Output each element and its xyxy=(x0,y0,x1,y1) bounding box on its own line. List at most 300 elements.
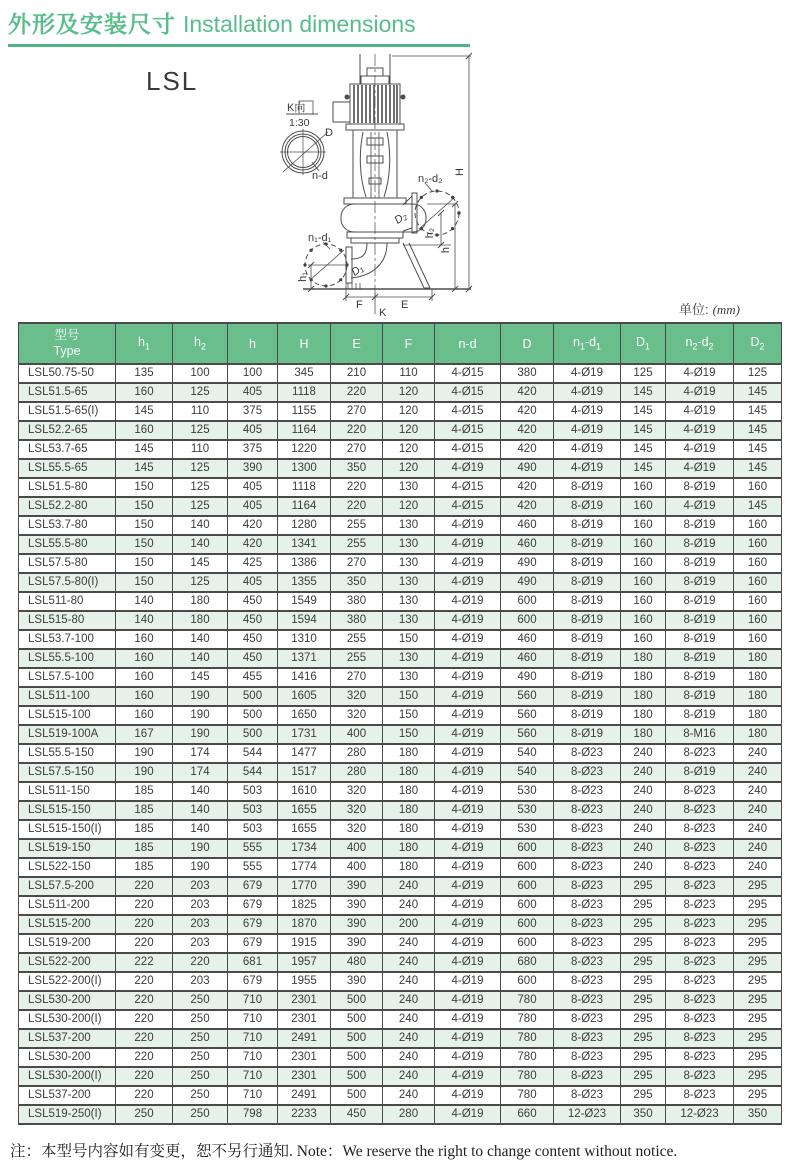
value-cell: 240 xyxy=(621,744,666,763)
value-cell: 490 xyxy=(501,459,554,478)
table-row xyxy=(19,478,782,497)
value-cell: 8-Ø19 xyxy=(554,478,621,497)
value-cell: 180 xyxy=(383,763,435,782)
value-cell: 4-Ø15 xyxy=(435,478,501,497)
value-cell: 255 xyxy=(331,516,383,535)
value-cell: 500 xyxy=(331,1029,383,1048)
value-cell: 4-Ø19 xyxy=(554,383,621,402)
value-cell: 780 xyxy=(501,1086,554,1105)
table-row xyxy=(19,839,782,858)
type-cell: LSL530-200 xyxy=(19,1048,116,1067)
value-cell: 140 xyxy=(173,649,228,668)
value-cell: 4-Ø19 xyxy=(435,782,501,801)
value-cell: 295 xyxy=(734,972,782,991)
value-cell: 160 xyxy=(734,516,782,535)
table-row xyxy=(19,1029,782,1048)
value-cell: 140 xyxy=(173,782,228,801)
value-cell: 125 xyxy=(173,573,228,592)
pump-volute xyxy=(341,204,426,232)
value-cell: 295 xyxy=(621,1029,666,1048)
type-cell: LSL55.5-65 xyxy=(19,459,116,478)
value-cell: 150 xyxy=(116,535,173,554)
value-cell: 1605 xyxy=(278,687,331,706)
value-cell: 350 xyxy=(331,573,383,592)
value-cell: 174 xyxy=(173,744,228,763)
value-cell: 250 xyxy=(173,1029,228,1048)
value-cell: 240 xyxy=(383,953,435,972)
table-row xyxy=(19,421,782,440)
value-cell: 180 xyxy=(383,820,435,839)
series-label: LSL xyxy=(146,66,199,96)
table-row xyxy=(19,554,782,573)
value-cell: 180 xyxy=(734,706,782,725)
value-cell: 4-Ø15 xyxy=(435,497,501,516)
value-cell: 250 xyxy=(173,1048,228,1067)
value-cell: 160 xyxy=(116,687,173,706)
value-cell: 420 xyxy=(228,535,278,554)
type-cell: LSL53.7-100 xyxy=(19,630,116,649)
table-row xyxy=(19,934,782,953)
type-cell: LSL52.2-65 xyxy=(19,421,116,440)
value-cell: 500 xyxy=(228,706,278,725)
label-n1-d1: n₁-d₁ xyxy=(308,232,332,244)
dim-label-h1: h₁ xyxy=(297,272,309,282)
table-row xyxy=(19,896,782,915)
value-cell: 110 xyxy=(383,364,435,383)
value-cell: 240 xyxy=(734,801,782,820)
value-cell: 190 xyxy=(173,706,228,725)
value-cell: 280 xyxy=(383,1105,435,1124)
value-cell: 240 xyxy=(621,763,666,782)
value-cell: 400 xyxy=(331,858,383,877)
value-cell: 180 xyxy=(734,668,782,687)
value-cell: 295 xyxy=(734,1029,782,1048)
value-cell: 1355 xyxy=(278,573,331,592)
value-cell: 4-Ø19 xyxy=(435,725,501,744)
value-cell: 4-Ø19 xyxy=(435,896,501,915)
value-cell: 240 xyxy=(383,1010,435,1029)
value-cell: 560 xyxy=(501,725,554,744)
value-cell: 420 xyxy=(501,497,554,516)
value-cell: 710 xyxy=(228,1086,278,1105)
footnote: 注：本型号内容如有变更，恕不另行通知. Note：We reserve the right to change content without notice. xyxy=(10,1143,678,1160)
value-cell: 240 xyxy=(621,782,666,801)
value-cell: 190 xyxy=(116,744,173,763)
value-cell: 280 xyxy=(331,763,383,782)
type-cell: LSL519-200 xyxy=(19,934,116,953)
value-cell: 1477 xyxy=(278,744,331,763)
value-cell: 145 xyxy=(734,459,782,478)
table-row xyxy=(19,801,782,820)
view-scale-label: 1:30 xyxy=(289,117,310,129)
value-cell: 710 xyxy=(228,1067,278,1086)
value-cell: 8-Ø19 xyxy=(554,516,621,535)
value-cell: 1955 xyxy=(278,972,331,991)
page-title xyxy=(8,6,470,47)
value-cell: 160 xyxy=(734,592,782,611)
value-cell: 4-Ø19 xyxy=(554,459,621,478)
table-row xyxy=(19,763,782,782)
value-cell: 390 xyxy=(331,896,383,915)
value-cell: 270 xyxy=(331,668,383,687)
value-cell: 1770 xyxy=(278,877,331,896)
value-cell: 150 xyxy=(383,725,435,744)
value-cell: 160 xyxy=(116,630,173,649)
label-n2-d2: n₂-d₂ xyxy=(418,173,443,185)
value-cell: 500 xyxy=(331,1010,383,1029)
value-cell: 240 xyxy=(383,1029,435,1048)
value-cell: 240 xyxy=(383,934,435,953)
value-cell: 4-Ø19 xyxy=(435,630,501,649)
value-cell: 180 xyxy=(621,649,666,668)
value-cell: 222 xyxy=(116,953,173,972)
value-cell: 240 xyxy=(734,858,782,877)
value-cell: 295 xyxy=(621,972,666,991)
value-cell: 1655 xyxy=(278,801,331,820)
value-cell: 1280 xyxy=(278,516,331,535)
value-cell: 320 xyxy=(331,706,383,725)
value-cell: 160 xyxy=(116,668,173,687)
type-cell: LSL530-200 xyxy=(19,991,116,1010)
value-cell: 220 xyxy=(331,383,383,402)
value-cell: 400 xyxy=(331,725,383,744)
value-cell: 1155 xyxy=(278,402,331,421)
value-cell: 560 xyxy=(501,687,554,706)
value-cell: 240 xyxy=(734,763,782,782)
value-cell: 8-Ø23 xyxy=(666,1029,734,1048)
value-cell: 140 xyxy=(173,516,228,535)
value-cell: 8-Ø23 xyxy=(554,782,621,801)
value-cell: 8-Ø19 xyxy=(554,668,621,687)
value-cell: 125 xyxy=(734,364,782,383)
value-cell: 145 xyxy=(734,402,782,421)
value-cell: 4-Ø19 xyxy=(666,402,734,421)
col-header: E xyxy=(331,323,383,364)
value-cell: 220 xyxy=(173,953,228,972)
value-cell: 160 xyxy=(621,478,666,497)
value-cell: 160 xyxy=(734,611,782,630)
value-cell: 1594 xyxy=(278,611,331,630)
value-cell: 8-Ø19 xyxy=(554,611,621,630)
type-cell: LSL55.5-150 xyxy=(19,744,116,763)
value-cell: 240 xyxy=(383,1086,435,1105)
units-value: (mm) xyxy=(712,302,740,317)
table-row xyxy=(19,402,782,421)
value-cell: 460 xyxy=(501,516,554,535)
value-cell: 160 xyxy=(621,516,666,535)
value-cell: 710 xyxy=(228,991,278,1010)
value-cell: 120 xyxy=(383,440,435,459)
dim-label-F: F xyxy=(356,299,363,311)
value-cell: 2301 xyxy=(278,1067,331,1086)
value-cell: 8-Ø23 xyxy=(554,991,621,1010)
type-cell: LSL519-250(I) xyxy=(19,1105,116,1124)
value-cell: 185 xyxy=(116,801,173,820)
value-cell: 600 xyxy=(501,934,554,953)
value-cell: 380 xyxy=(331,592,383,611)
table-row xyxy=(19,1086,782,1105)
value-cell: 185 xyxy=(116,858,173,877)
value-cell: 167 xyxy=(116,725,173,744)
value-cell: 270 xyxy=(331,554,383,573)
value-cell: 240 xyxy=(383,1048,435,1067)
type-cell: LSL537-200 xyxy=(19,1029,116,1048)
value-cell: 320 xyxy=(331,820,383,839)
value-cell: 1517 xyxy=(278,763,331,782)
value-cell: 8-Ø19 xyxy=(666,516,734,535)
value-cell: 125 xyxy=(173,497,228,516)
value-cell: 125 xyxy=(621,364,666,383)
type-cell: LSL511-100 xyxy=(19,687,116,706)
value-cell: 420 xyxy=(501,383,554,402)
type-cell: LSL515-150 xyxy=(19,801,116,820)
type-cell: LSL57.5-150 xyxy=(19,763,116,782)
value-cell: 110 xyxy=(173,440,228,459)
value-cell: 8-Ø19 xyxy=(554,687,621,706)
type-cell: LSL51.5-65 xyxy=(19,383,116,402)
value-cell: 1549 xyxy=(278,592,331,611)
value-cell: 320 xyxy=(331,782,383,801)
value-cell: 600 xyxy=(501,915,554,934)
value-cell: 145 xyxy=(734,383,782,402)
value-cell: 130 xyxy=(383,478,435,497)
value-cell: 8-Ø23 xyxy=(554,1048,621,1067)
value-cell: 160 xyxy=(621,611,666,630)
value-cell: 295 xyxy=(621,1010,666,1029)
value-cell: 500 xyxy=(228,687,278,706)
value-cell: 120 xyxy=(383,383,435,402)
value-cell: 8-Ø23 xyxy=(554,763,621,782)
value-cell: 450 xyxy=(228,592,278,611)
value-cell: 125 xyxy=(173,459,228,478)
value-cell: 160 xyxy=(734,535,782,554)
value-cell: 4-Ø19 xyxy=(435,801,501,820)
value-cell: 8-Ø23 xyxy=(554,934,621,953)
value-cell: 600 xyxy=(501,611,554,630)
value-cell: 180 xyxy=(621,706,666,725)
value-cell: 1957 xyxy=(278,953,331,972)
value-cell: 4-Ø19 xyxy=(435,953,501,972)
type-cell: LSL519-100A xyxy=(19,725,116,744)
type-cell: LSL522-150 xyxy=(19,858,116,877)
col-header: H xyxy=(278,323,331,364)
value-cell: 1734 xyxy=(278,839,331,858)
value-cell: 240 xyxy=(734,820,782,839)
dim-label-E: E xyxy=(401,299,409,311)
value-cell: 1416 xyxy=(278,668,331,687)
value-cell: 130 xyxy=(383,668,435,687)
value-cell: 240 xyxy=(621,820,666,839)
value-cell: 1655 xyxy=(278,820,331,839)
col-header: $h_2$ xyxy=(173,323,228,364)
table-row xyxy=(19,858,782,877)
value-cell: 120 xyxy=(383,497,435,516)
table-row xyxy=(19,573,782,592)
value-cell: 8-Ø23 xyxy=(666,1086,734,1105)
value-cell: 200 xyxy=(383,915,435,934)
value-cell: 180 xyxy=(734,649,782,668)
col-header: D xyxy=(501,323,554,364)
value-cell: 100 xyxy=(173,364,228,383)
value-cell: 240 xyxy=(621,801,666,820)
table-row xyxy=(19,497,782,516)
value-cell: 4-Ø15 xyxy=(435,440,501,459)
value-cell: 460 xyxy=(501,630,554,649)
view-label: K向 xyxy=(287,102,306,114)
value-cell: 145 xyxy=(173,554,228,573)
value-cell: 4-Ø19 xyxy=(666,459,734,478)
value-cell: 220 xyxy=(116,991,173,1010)
table-row xyxy=(19,668,782,687)
value-cell: 130 xyxy=(383,611,435,630)
value-cell: 130 xyxy=(383,554,435,573)
type-cell: LSL52.2-80 xyxy=(19,497,116,516)
table-row xyxy=(19,1105,782,1124)
value-cell: 380 xyxy=(501,364,554,383)
value-cell: 120 xyxy=(383,421,435,440)
value-cell: 295 xyxy=(734,991,782,1010)
units-label: 单位: xyxy=(678,302,709,317)
table-row xyxy=(19,687,782,706)
value-cell: 145 xyxy=(621,383,666,402)
value-cell: 8-Ø19 xyxy=(554,497,621,516)
value-cell: 180 xyxy=(621,725,666,744)
type-cell: LSL511-150 xyxy=(19,782,116,801)
value-cell: 780 xyxy=(501,1029,554,1048)
value-cell: 8-Ø23 xyxy=(666,1048,734,1067)
value-cell: 4-Ø19 xyxy=(435,592,501,611)
value-cell: 250 xyxy=(173,1086,228,1105)
value-cell: 180 xyxy=(383,858,435,877)
value-cell: 190 xyxy=(173,725,228,744)
value-cell: 145 xyxy=(116,459,173,478)
dim-label-h: h xyxy=(440,246,452,254)
value-cell: 4-Ø19 xyxy=(435,611,501,630)
value-cell: 560 xyxy=(501,706,554,725)
dim-label-H: H xyxy=(454,168,466,176)
value-cell: 4-Ø19 xyxy=(435,1010,501,1029)
page-title-en: Installation dimensions xyxy=(183,11,416,37)
value-cell: 240 xyxy=(621,839,666,858)
value-cell: 530 xyxy=(501,820,554,839)
value-cell: 145 xyxy=(116,402,173,421)
value-cell: 8-M16 xyxy=(666,725,734,744)
value-cell: 4-Ø19 xyxy=(435,972,501,991)
value-cell: 8-Ø19 xyxy=(666,554,734,573)
type-cell: LSL537-200 xyxy=(19,1086,116,1105)
value-cell: 140 xyxy=(116,611,173,630)
value-cell: 4-Ø19 xyxy=(435,839,501,858)
value-cell: 4-Ø19 xyxy=(435,820,501,839)
value-cell: 145 xyxy=(734,440,782,459)
value-cell: 350 xyxy=(734,1105,782,1124)
value-cell: 295 xyxy=(734,1010,782,1029)
table-row xyxy=(19,592,782,611)
value-cell: 1825 xyxy=(278,896,331,915)
value-cell: 185 xyxy=(116,820,173,839)
value-cell: 8-Ø23 xyxy=(666,934,734,953)
value-cell: 679 xyxy=(228,915,278,934)
value-cell: 681 xyxy=(228,953,278,972)
value-cell: 295 xyxy=(734,1086,782,1105)
value-cell: 8-Ø23 xyxy=(666,744,734,763)
value-cell: 460 xyxy=(501,649,554,668)
value-cell: 4-Ø19 xyxy=(435,1029,501,1048)
value-cell: 2301 xyxy=(278,991,331,1010)
value-cell: 425 xyxy=(228,554,278,573)
value-cell: 295 xyxy=(621,953,666,972)
type-cell: LSL57.5-80(I) xyxy=(19,573,116,592)
col-header: $D_1$ xyxy=(621,323,666,364)
value-cell: 295 xyxy=(734,877,782,896)
value-cell: 4-Ø15 xyxy=(435,402,501,421)
value-cell: 160 xyxy=(734,478,782,497)
type-cell: LSL511-200 xyxy=(19,896,116,915)
col-header: h xyxy=(228,323,278,364)
value-cell: 798 xyxy=(228,1105,278,1124)
value-cell: 8-Ø23 xyxy=(666,953,734,972)
value-cell: 8-Ø19 xyxy=(554,592,621,611)
value-cell: 380 xyxy=(331,611,383,630)
value-cell: 220 xyxy=(116,1010,173,1029)
value-cell: 8-Ø19 xyxy=(666,535,734,554)
value-cell: 150 xyxy=(116,516,173,535)
value-cell: 4-Ø19 xyxy=(435,1048,501,1067)
value-cell: 180 xyxy=(383,744,435,763)
col-header: $n_1-d_1$ xyxy=(554,323,621,364)
value-cell: 150 xyxy=(116,478,173,497)
value-cell: 8-Ø23 xyxy=(554,1067,621,1086)
value-cell: 345 xyxy=(278,364,331,383)
type-cell: LSL57.5-100 xyxy=(19,668,116,687)
value-cell: 190 xyxy=(173,839,228,858)
value-cell: 350 xyxy=(331,459,383,478)
value-cell: 270 xyxy=(331,402,383,421)
value-cell: 8-Ø23 xyxy=(554,896,621,915)
value-cell: 320 xyxy=(331,687,383,706)
value-cell: 120 xyxy=(383,402,435,421)
value-cell: 544 xyxy=(228,744,278,763)
value-cell: 4-Ø15 xyxy=(435,383,501,402)
value-cell: 145 xyxy=(621,421,666,440)
value-cell: 390 xyxy=(228,459,278,478)
value-cell: 555 xyxy=(228,839,278,858)
table-row xyxy=(19,725,782,744)
table-row xyxy=(19,1048,782,1067)
value-cell: 220 xyxy=(116,1086,173,1105)
value-cell: 4-Ø19 xyxy=(435,573,501,592)
value-cell: 390 xyxy=(331,915,383,934)
value-cell: 450 xyxy=(331,1105,383,1124)
value-cell: 500 xyxy=(331,991,383,1010)
value-cell: 8-Ø19 xyxy=(666,611,734,630)
value-cell: 4-Ø15 xyxy=(435,421,501,440)
table-row xyxy=(19,611,782,630)
value-cell: 160 xyxy=(621,535,666,554)
value-cell: 255 xyxy=(331,649,383,668)
value-cell: 190 xyxy=(173,687,228,706)
value-cell: 145 xyxy=(621,459,666,478)
type-cell: LSL53.7-80 xyxy=(19,516,116,535)
value-cell: 4-Ø19 xyxy=(435,668,501,687)
value-cell: 240 xyxy=(383,991,435,1010)
table-row xyxy=(19,364,782,383)
value-cell: 8-Ø23 xyxy=(554,1086,621,1105)
value-cell: 679 xyxy=(228,972,278,991)
value-cell: 679 xyxy=(228,896,278,915)
value-cell: 405 xyxy=(228,478,278,497)
value-cell: 8-Ø23 xyxy=(554,1010,621,1029)
